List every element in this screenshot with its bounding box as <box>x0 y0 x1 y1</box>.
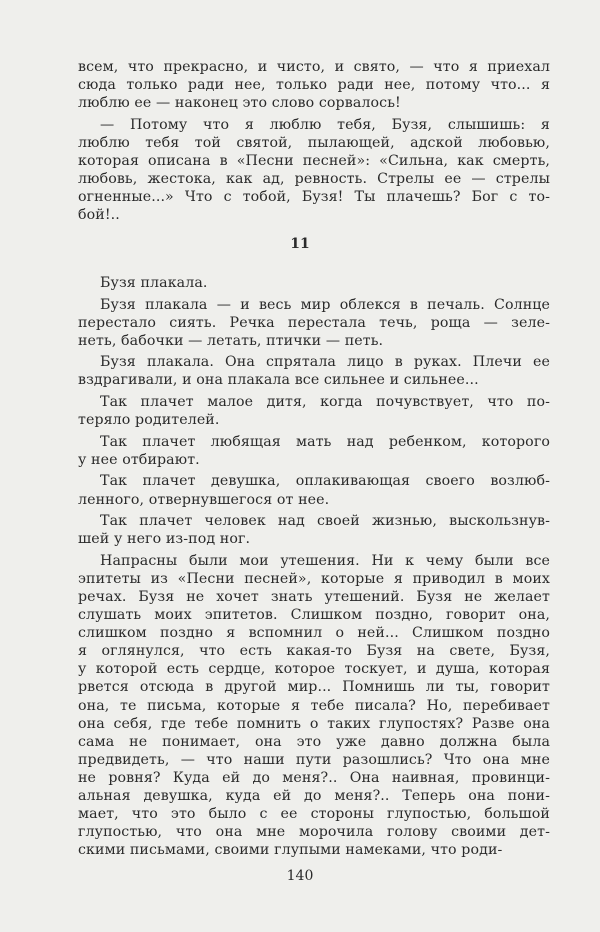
text-line: эпитеты из «Песни песней», которые я приводил в моих <box>78 570 550 587</box>
paragraph <box>78 552 550 860</box>
paragraph <box>78 116 550 225</box>
text-line: Бузя плакала. <box>100 275 208 291</box>
text-line: Напрасны были мои утешения. Ни к чему были все <box>100 552 550 569</box>
text-line: сюда только ради нее, только ради нее, потому что... я <box>78 77 550 94</box>
chapter-number: 11 <box>290 236 310 252</box>
text-line: ленного, отвернувшегося от нее. <box>78 491 330 508</box>
text-line: Бузя плакала — и весь мир облекся в печаль. Солнце <box>100 296 550 313</box>
text-line: скими письмами, своими глупыми намеками, что роди- <box>78 842 503 859</box>
text-line: у нее отбирают. <box>78 451 200 468</box>
text-line: вздрагивали, и она плакала все сильнее и сильнее... <box>78 372 479 389</box>
paragraph <box>78 393 550 429</box>
paragraph <box>78 472 550 508</box>
chapter-text-block <box>78 274 550 863</box>
text-line: огненные...» Что с тобой, Бузя! Ты плачешь? Бог с то- <box>78 189 550 206</box>
text-line: предвидеть, — что наши пути разошлись? Что она мне <box>78 751 550 768</box>
text-line: Бузя плакала. Она спрятала лицо в руках. Плечи ее <box>100 354 550 371</box>
text-line: неть, бабочки — летать, птички — петь. <box>78 332 384 349</box>
text-line: слишком поздно я вспомнил о ней... Слишком поздно <box>78 625 550 642</box>
text-line: перестало сиять. Речка перестала течь, роща — зеле- <box>78 314 550 331</box>
text-line: мает, что это было с ее стороны глупостью, большой <box>78 806 550 823</box>
text-line: слушать моих эпитетов. Слишком поздно, говорит она, <box>78 607 550 624</box>
paragraph <box>78 296 550 350</box>
paragraph <box>78 433 550 469</box>
text-line: шей у него из-под ног. <box>78 531 251 548</box>
paragraph <box>78 353 550 389</box>
text-line: альная девушка, куда ей до меня?.. Теперь она пони- <box>78 788 550 805</box>
text-line: бой!.. <box>78 207 120 224</box>
paragraph <box>78 58 550 112</box>
text-line: она себя, где тебе помнить о таких глупостях? Разве она <box>78 715 550 732</box>
text-line: сама не понимает, она это уже давно должна была <box>78 733 550 750</box>
text-line: я оглянулся, что есть какая-то Бузя на свете, Бузя, <box>78 643 550 660</box>
text-line: Так плачет малое дитя, когда почувствует, что по- <box>100 394 550 411</box>
paragraph <box>78 274 550 292</box>
text-line: Так плачет человек над своей жизнью, выскользнув- <box>100 513 550 530</box>
text-line: глупостью, что она мне морочила голову своими дет- <box>78 824 550 841</box>
text-line: любовь, жестока, как ад, ревность. Стрелы ее — стрелы <box>78 171 550 188</box>
text-line: она, те письма, которые я тебе писала? Но, перебивает <box>78 697 550 714</box>
text-line: люблю ее — наконец это слово сорвалось! <box>78 95 401 112</box>
paragraph <box>78 512 550 548</box>
text-line: — Потому что я люблю тебя, Бузя, слышишь: я <box>100 116 550 133</box>
top-text-block <box>78 58 550 228</box>
text-line: люблю тебя той святой, пылающей, адской любовью, <box>78 134 550 151</box>
text-line: которая описана в «Песни песней»: «Сильна, как смерть, <box>78 152 550 169</box>
text-line: у которой есть сердце, которое тоскует, и душа, которая <box>78 661 550 678</box>
text-line: всем, что прекрасно, и чисто, и свято, — что я приехал <box>78 59 550 75</box>
text-line: Так плачет девушка, оплакивающая своего возлюб- <box>100 473 550 490</box>
text-line: рвется отсюда в другой мир... Помнишь ли ты, говорит <box>78 679 550 696</box>
page-number: 140 <box>286 868 314 884</box>
text-line: Так плачет любящая мать над ребенком, которого <box>100 433 550 450</box>
text-line: теряло родителей. <box>78 412 220 429</box>
text-line: не ровня? Куда ей до меня?.. Она наивная, провинци- <box>78 769 550 786</box>
text-line: речах. Бузя не хочет знать утешений. Бузя не желает <box>78 589 550 605</box>
